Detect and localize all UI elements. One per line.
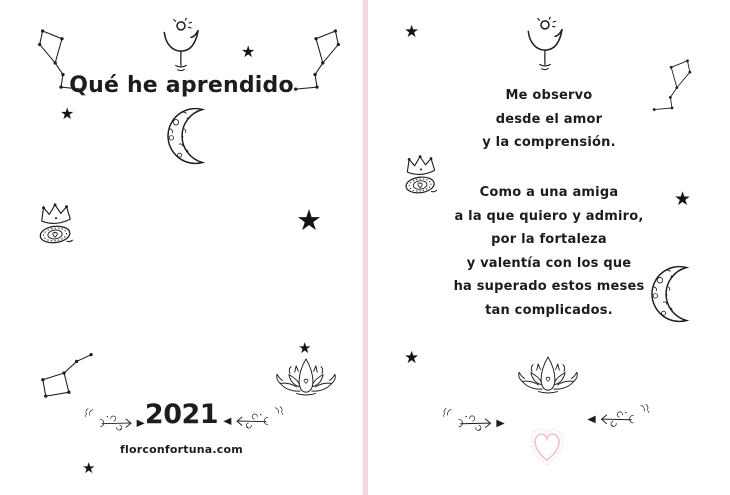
dipper-constellation-icon [36,346,96,400]
arrow-right-icon [440,404,506,436]
chalice-sun-icon [160,15,202,73]
text-line: y la comprensión. [482,135,616,150]
arrow-left-icon [586,400,652,432]
star-icon: ★ [298,339,312,357]
text-line: Como a una amiga [479,185,619,200]
star-icon: ★ [404,22,420,42]
chalice-sun-icon [524,14,566,72]
arrow-left-icon [222,402,286,434]
text-line: Me observo [505,88,593,103]
lotus-icon [274,352,338,398]
heart-icon [526,426,568,466]
affirmation-paragraph-1 [368,84,730,155]
eye-crown-icon [34,200,78,246]
page-title: Qué he aprendido [69,73,294,98]
star-icon: ★ [404,348,420,368]
text-line: desde el amor [495,111,603,127]
text-line: y valentía con los que [466,255,632,271]
star-icon: ★ [674,188,692,210]
text-line: por la fortaleza [491,232,607,247]
year-label: 2021 [144,399,219,430]
doodle-moon-icon [644,262,696,326]
star-icon: ★ [60,104,75,123]
lotus-icon [516,350,580,396]
text-line: a la que quiero y admiro, [454,208,644,224]
star-icon: ★ [241,42,256,61]
text-line: ha superado estos meses [453,279,645,294]
text-line: tan complicados. [485,302,613,318]
website-label: florconfortuna.com [120,443,243,456]
doodle-moon-icon [160,104,212,168]
star-icon: ★ [82,459,96,477]
star-icon: ★ [296,203,322,237]
